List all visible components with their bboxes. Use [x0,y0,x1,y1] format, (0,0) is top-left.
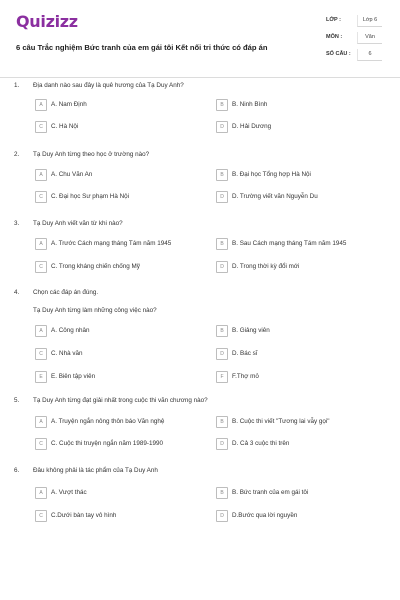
option-letter-box: C [35,191,47,203]
question-text: Tạ Duy Anh viết văn từ khi nào? [33,220,123,227]
option-letter-box: B [216,238,228,250]
option-letter-box: A [35,99,47,111]
meta-label-subject: MÔN : [326,34,343,40]
option-letter-box: D [216,121,228,133]
option-text: C. Nhà văn [51,349,83,357]
question-text: Đâu không phải là tác phẩm của Tạ Duy Anh [33,467,158,474]
option-letter-box: C [35,348,47,360]
question-number: 4. [14,289,20,296]
option-text: D. Bác sĩ [232,349,258,357]
option-letter-box: A [35,416,47,428]
option-text: A. Trước Cách mạng tháng Tám năm 1945 [51,239,172,247]
question-text: Tạ Duy Anh từng đạt giải nhất trong cuộc thi văn chương nào? [33,397,208,404]
option-text: C.Dưới bàn tay vô hình [51,511,117,519]
option-text: B. Đại học Tổng hợp Hà Nội [232,170,311,178]
question-text: Địa danh nào sau đây là quê hương của Tạ Duy Anh? [33,82,184,89]
option-text: A. Công nhân [51,326,90,334]
option-text: D. Cả 3 cuộc thi trên [232,439,290,447]
option-text: B. Sau Cách mạng tháng Tám năm 1945 [232,239,347,247]
option-letter-box: B [216,169,228,181]
option-letter-box: B [216,416,228,428]
header-divider [0,77,400,78]
option-letter-box: A [35,325,47,337]
question-number: 3. [14,220,20,227]
option-text: A. Truyện ngắn nông thôn báo Văn nghệ [51,417,165,425]
option-text: C. Trong kháng chiến chống Mỹ [51,262,140,270]
option-text: B. Cuộc thi viết "Tương lai vẫy gọi" [232,417,330,425]
option-letter-box: D [216,261,228,273]
quizizz-logo[interactable]: Quizizz [16,12,78,31]
option-text: D. Hải Dương [232,122,272,130]
option-text: D.Bước qua lời nguyền [232,511,298,519]
option-text: D. Trong thời kỳ đổi mới [232,262,300,270]
option-letter-box: E [35,371,47,383]
meta-label-count: SỐ CÂU : [326,51,351,57]
meta-value-grade: Lớp 6 [357,15,382,27]
option-letter-box: F [216,371,228,383]
option-text: C. Hà Nội [51,122,79,130]
option-text: A. Nam Định [51,100,87,108]
meta-value-subject: Văn [357,32,382,44]
meta-row-count [326,49,382,61]
meta-row-subject [326,32,382,44]
option-letter-box: A [35,238,47,250]
question-text: Tạ Duy Anh từng theo học ở trường nào? [33,151,150,158]
option-text: C. Đại học Sư phạm Hà Nội [51,192,130,200]
option-text: B. Giảng viên [232,326,270,334]
option-text: D. Trường viết văn Nguyễn Du [232,192,318,200]
option-text: F.Thợ mỏ [232,372,259,380]
worksheet-title: 6 câu Trắc nghiệm Bức tranh của em gái tôi Kết nối tri thức có đáp án [16,43,268,52]
option-letter-box: D [216,438,228,450]
option-letter-box: D [216,510,228,522]
option-letter-box: D [216,191,228,203]
meta-label-grade: LỚP : [326,17,341,23]
option-text: A. Chu Văn An [51,170,93,178]
option-text: E. Biên tập viên [51,372,96,380]
meta-row-grade [326,15,382,27]
option-text: A. Vượt thác [51,488,87,496]
question-number: 1. [14,82,20,89]
question-number: 5. [14,397,20,404]
question-number: 2. [14,151,20,158]
option-letter-box: C [35,121,47,133]
option-letter-box: B [216,99,228,111]
option-text: C. Cuộc thi truyện ngắn năm 1989-1990 [51,439,164,447]
question-number: 6. [14,467,20,474]
option-text: B. Ninh Bình [232,100,268,108]
option-letter-box: B [216,487,228,499]
option-letter-box: A [35,169,47,181]
option-letter-box: C [35,510,47,522]
question-subtext: Tạ Duy Anh từng làm những công việc nào? [33,307,157,314]
option-letter-box: A [35,487,47,499]
option-letter-box: C [35,438,47,450]
option-letter-box: B [216,325,228,337]
option-letter-box: C [35,261,47,273]
worksheet-header [16,12,386,70]
question-text: Chọn các đáp án đúng. [33,289,99,296]
meta-value-count: 6 [357,49,382,61]
option-letter-box: D [216,348,228,360]
option-text: B. Bức tranh của em gái tôi [232,488,309,496]
